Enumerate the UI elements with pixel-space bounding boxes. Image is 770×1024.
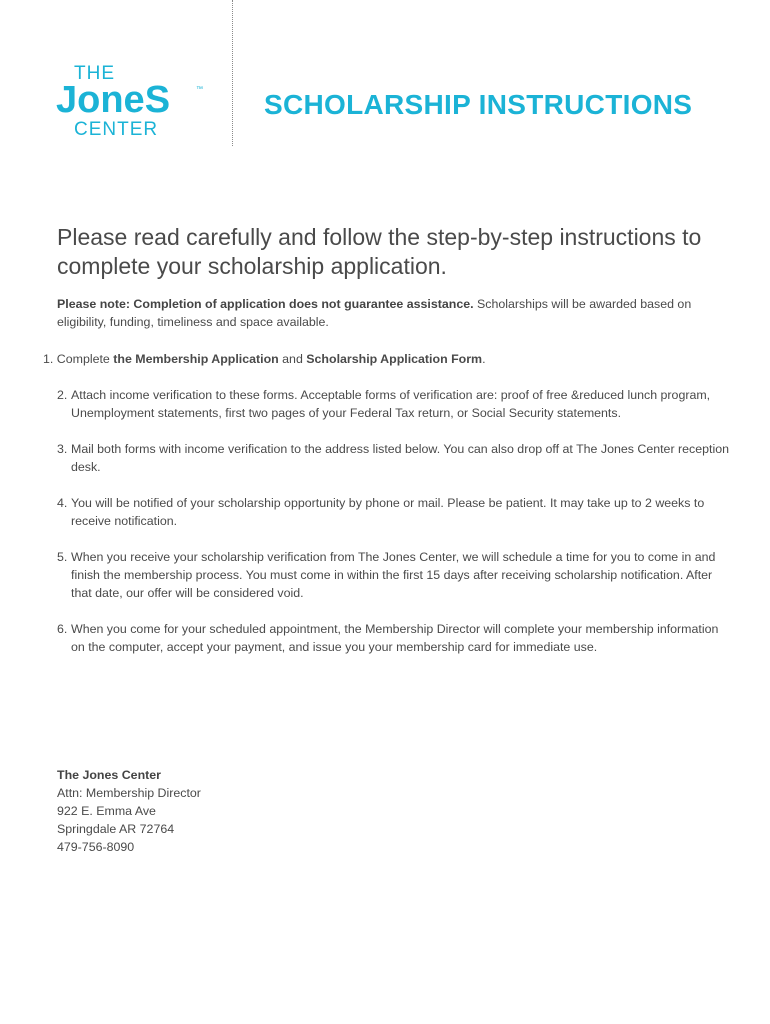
note-text: Scholarships will be awarded based on eligibility, funding, timeliness and space available.	[57, 297, 692, 329]
step-item	[43, 350, 729, 368]
jones-center-logo	[56, 64, 206, 144]
mailing-address	[57, 766, 201, 856]
logo-jones: JoneS	[56, 79, 171, 121]
address-attn: Attn: Membership Director	[57, 786, 201, 800]
step-number: 5.	[57, 550, 68, 564]
step-text: and	[278, 352, 307, 366]
intro-lead: Please read carefully and follow the step-by-step instructions to complete your scholarship application.	[57, 224, 702, 279]
step-bold: Scholarship Application Form	[306, 352, 483, 366]
step-text: .	[482, 352, 486, 366]
step-number: 1.	[43, 352, 54, 366]
step-item	[57, 494, 729, 530]
logo-the: THE	[74, 63, 115, 84]
step-text: When you receive your scholarship verification from The Jones Center, we will schedule a time for you to come in and finish the membership process. You must come in within the first 15 days after receiving scholarship notification. After that date, our offer will be considered void.	[71, 550, 716, 600]
step-text: Complete	[53, 352, 114, 366]
step-bold: the Membership Application	[113, 352, 279, 366]
address-street: 922 E. Emma Ave	[57, 804, 156, 818]
step-item	[57, 386, 729, 422]
step-text: When you come for your scheduled appointment, the Membership Director will complete your membership information on the computer, accept your payment, and issue you your membership card for immediate use.	[71, 622, 719, 654]
step-item	[57, 548, 729, 602]
address-name: The Jones Center	[57, 768, 161, 782]
step-number: 4.	[57, 496, 68, 510]
note-bold: Please note: Completion of application does not guarantee assistance.	[57, 297, 474, 311]
instruction-steps	[43, 350, 729, 656]
step-text: Attach income verification to these forms. Acceptable forms of verification are: proof of free &reduced lunch program, Unemployment statements, first two pages of your Federal Tax return, or Social Security statements.	[71, 388, 711, 420]
address-phone: 479-756-8090	[57, 840, 135, 854]
step-item	[57, 620, 729, 656]
logo-center: CENTER	[74, 119, 159, 140]
header-divider	[232, 0, 233, 146]
address-city: Springdale AR 72764	[57, 822, 175, 836]
page-title: SCHOLARSHIP INSTRUCTIONS	[264, 89, 693, 120]
step-body	[43, 350, 729, 368]
step-item	[57, 440, 729, 476]
logo-trademark: ™	[196, 86, 203, 93]
disclaimer-note	[57, 295, 729, 331]
step-number: 2.	[57, 388, 68, 402]
step-text: Mail both forms with income verification to the address listed below. You can also drop off at The Jones Center reception desk.	[71, 442, 729, 474]
step-number: 3.	[57, 442, 68, 456]
step-number: 6.	[57, 622, 68, 636]
step-text: You will be notified of your scholarship opportunity by phone or mail. Please be patient. It may take up to 2 weeks to receive notification.	[71, 496, 705, 528]
